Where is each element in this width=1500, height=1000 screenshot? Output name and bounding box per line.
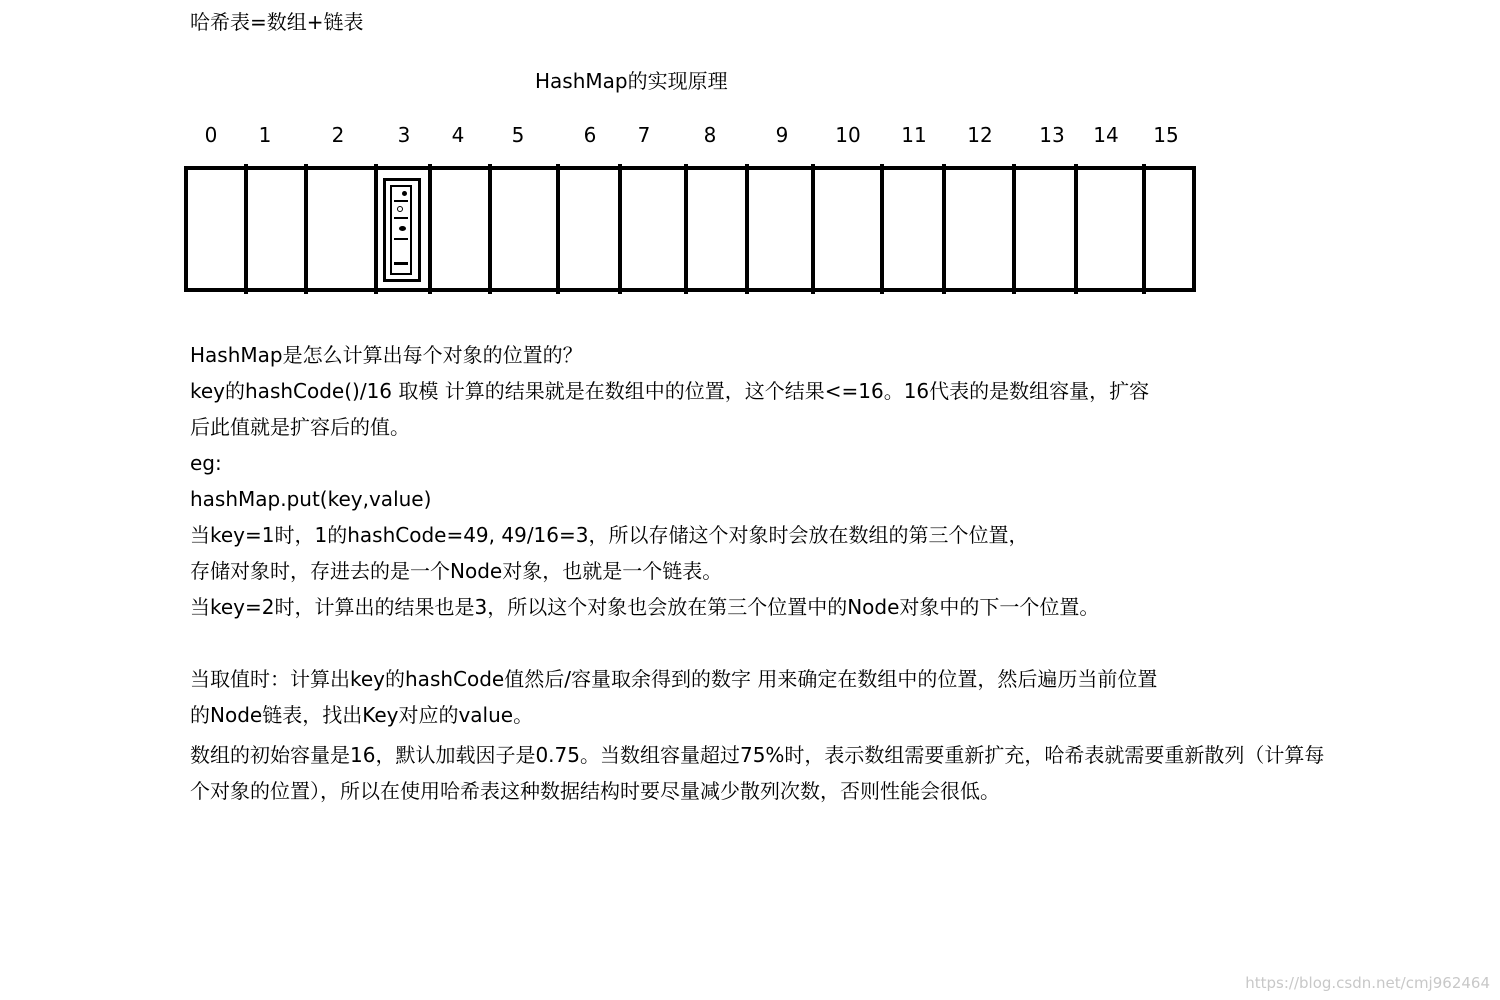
- bucket-index-label: 5: [511, 123, 525, 147]
- explanation-line: key的hashCode()/16 取模 计算的结果就是在数组中的位置，这个结果<=16。16代表的是数组容量，扩容: [190, 379, 1150, 403]
- bucket-divider: [304, 164, 308, 294]
- explanation-line: 当取值时：计算出key的hashCode值然后/容量取余得到的数字 用来确定在数组中的位置，然后遍历当前位置: [190, 667, 1158, 691]
- bucket-index-label: 15: [1153, 123, 1179, 147]
- node-dot: [399, 226, 406, 231]
- bucket-divider: [244, 164, 248, 294]
- bucket-index-label: 2: [331, 123, 345, 147]
- bucket-divider: [745, 164, 749, 294]
- explanation-line: 存储对象时，存进去的是一个Node对象，也就是一个链表。: [190, 559, 723, 583]
- node-chain-inner: [390, 185, 412, 275]
- bucket-index-label: 8: [703, 123, 717, 147]
- diagram-title: HashMap的实现原理: [535, 69, 728, 93]
- bucket-index-label: 7: [637, 123, 651, 147]
- node-ring: [397, 206, 403, 212]
- bucket-divider: [684, 164, 688, 294]
- bucket-index-label: 14: [1093, 123, 1119, 147]
- node-divider: [394, 200, 408, 202]
- page-heading: 哈希表=数组+链表: [190, 10, 364, 34]
- bucket-index-label: 10: [835, 123, 861, 147]
- explanation-line: 的Node链表，找出Key对应的value。: [190, 703, 534, 727]
- bucket-divider: [1074, 164, 1078, 294]
- explanation-line: 当key=2时，计算出的结果也是3，所以这个对象也会放在第三个位置中的Node对象中的下一个位置。: [190, 595, 1100, 619]
- bucket-index-label: 3: [397, 123, 411, 147]
- bucket-divider: [556, 164, 560, 294]
- bucket-index-label: 11: [901, 123, 927, 147]
- bucket-divider: [428, 164, 432, 294]
- bucket-index-label: 0: [204, 123, 218, 147]
- node-dot: [402, 191, 407, 196]
- explanation-line: 后此值就是扩容后的值。: [190, 415, 410, 439]
- bucket-divider: [811, 164, 815, 294]
- explanation-line: HashMap是怎么计算出每个对象的位置的？: [190, 343, 583, 367]
- node-divider: [394, 217, 408, 219]
- bucket-divider: [374, 164, 378, 294]
- bucket-divider: [1142, 164, 1146, 294]
- watermark: https://blog.csdn.net/cmj962464: [1245, 974, 1490, 992]
- bucket-index-label: 4: [451, 123, 465, 147]
- bucket-divider: [488, 164, 492, 294]
- bucket-index-label: 1: [258, 123, 272, 147]
- bucket-array: [184, 166, 1196, 292]
- bucket-divider: [880, 164, 884, 294]
- bucket-index-label: 13: [1039, 123, 1065, 147]
- explanation-line: 数组的初始容量是16，默认加载因子是0.75。当数组容量超过75%时，表示数组需要重新扩充，哈希表就需要重新散列（计算每: [190, 743, 1325, 767]
- explanation-line: 当key=1时，1的hashCode=49, 49/16=3，所以存储这个对象时会放在数组的第三个位置，: [190, 523, 1029, 547]
- bucket-divider: [942, 164, 946, 294]
- node-divider: [394, 262, 408, 265]
- explanation-line: hashMap.put(key,value): [190, 487, 432, 511]
- linked-list-node-chain: [383, 178, 421, 282]
- bucket-index-label: 9: [775, 123, 789, 147]
- explanation-line: 个对象的位置），所以在使用哈希表这种数据结构时要尽量减少散列次数，否则性能会很低。: [190, 779, 1000, 803]
- bucket-divider: [1012, 164, 1016, 294]
- bucket-index-label: 6: [583, 123, 597, 147]
- node-divider: [394, 238, 408, 240]
- explanation-line: eg:: [190, 451, 222, 475]
- bucket-index-label: 12: [967, 123, 993, 147]
- bucket-divider: [618, 164, 622, 294]
